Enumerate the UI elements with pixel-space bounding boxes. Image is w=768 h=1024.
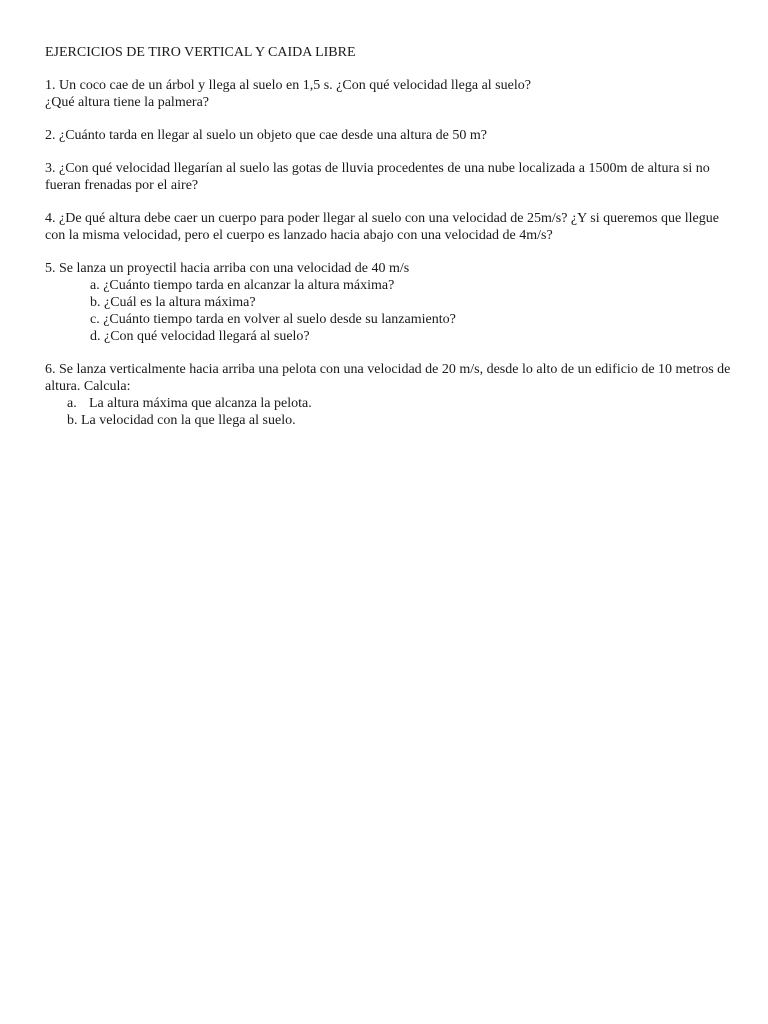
document-title: EJERCICIOS DE TIRO VERTICAL Y CAIDA LIBRE <box>45 45 356 60</box>
exercise-5-item-c: c. ¿Cuánto tiempo tarda en volver al suelo desde su lanzamiento? <box>90 312 456 327</box>
exercise-5-item-a: a. ¿Cuánto tiempo tarda en alcanzar la altura máxima? <box>90 278 395 293</box>
exercise-2-line-1: 2. ¿Cuánto tarda en llegar al suelo un objeto que cae desde una altura de 50 m? <box>45 128 487 143</box>
exercise-6-items <box>45 395 735 429</box>
exercise-3-line-2: fueran frenadas por el aire? <box>45 178 199 193</box>
exercise-6-line-2: altura. Calcula: <box>45 379 131 394</box>
exercise-6-item-b-text: b. La velocidad con la que llega al suelo. <box>67 413 296 428</box>
exercise-5-line-1: 5. Se lanza un proyectil hacia arriba con una velocidad de 40 m/s <box>45 261 410 276</box>
exercise-6-line-1: 6. Se lanza verticalmente hacia arriba una pelota con una velocidad de 20 m/s, desde lo alto de un edificio de 10 metros de <box>45 362 731 377</box>
exercise-6-item-a-text: La altura máxima que alcanza la pelota. <box>89 396 312 411</box>
exercise-4 <box>45 210 735 244</box>
exercise-1-line-1: 1. Un coco cae de un árbol y llega al suelo en 1,5 s. ¿Con qué velocidad llega al suelo? <box>45 78 531 93</box>
exercise-6-item-a-marker: a. <box>67 396 77 411</box>
exercise-3 <box>45 160 735 194</box>
exercise-5 <box>45 260 735 345</box>
document-page <box>45 44 735 445</box>
exercise-3-line-1: 3. ¿Con qué velocidad llegarían al suelo las gotas de lluvia procedentes de una nube localizada a 1500m de altura si no <box>45 161 710 176</box>
exercise-4-line-2: con la misma velocidad, pero el cuerpo es lanzado hacia abajo con una velocidad de 4m/s? <box>45 228 553 243</box>
exercise-6 <box>45 361 735 429</box>
exercise-1 <box>45 77 735 111</box>
exercise-6-item-b <box>67 412 735 429</box>
exercise-5-item-d: d. ¿Con qué velocidad llegará al suelo? <box>90 329 310 344</box>
exercise-2 <box>45 127 735 144</box>
exercise-5-item-b: b. ¿Cuál es la altura máxima? <box>90 295 256 310</box>
exercise-6-item-a <box>67 395 735 412</box>
exercise-4-line-1: 4. ¿De qué altura debe caer un cuerpo para poder llegar al suelo con una velocidad de 25m/s? ¿Y si queremos que llegue <box>45 211 719 226</box>
exercise-1-line-2: ¿Qué altura tiene la palmera? <box>45 95 210 110</box>
